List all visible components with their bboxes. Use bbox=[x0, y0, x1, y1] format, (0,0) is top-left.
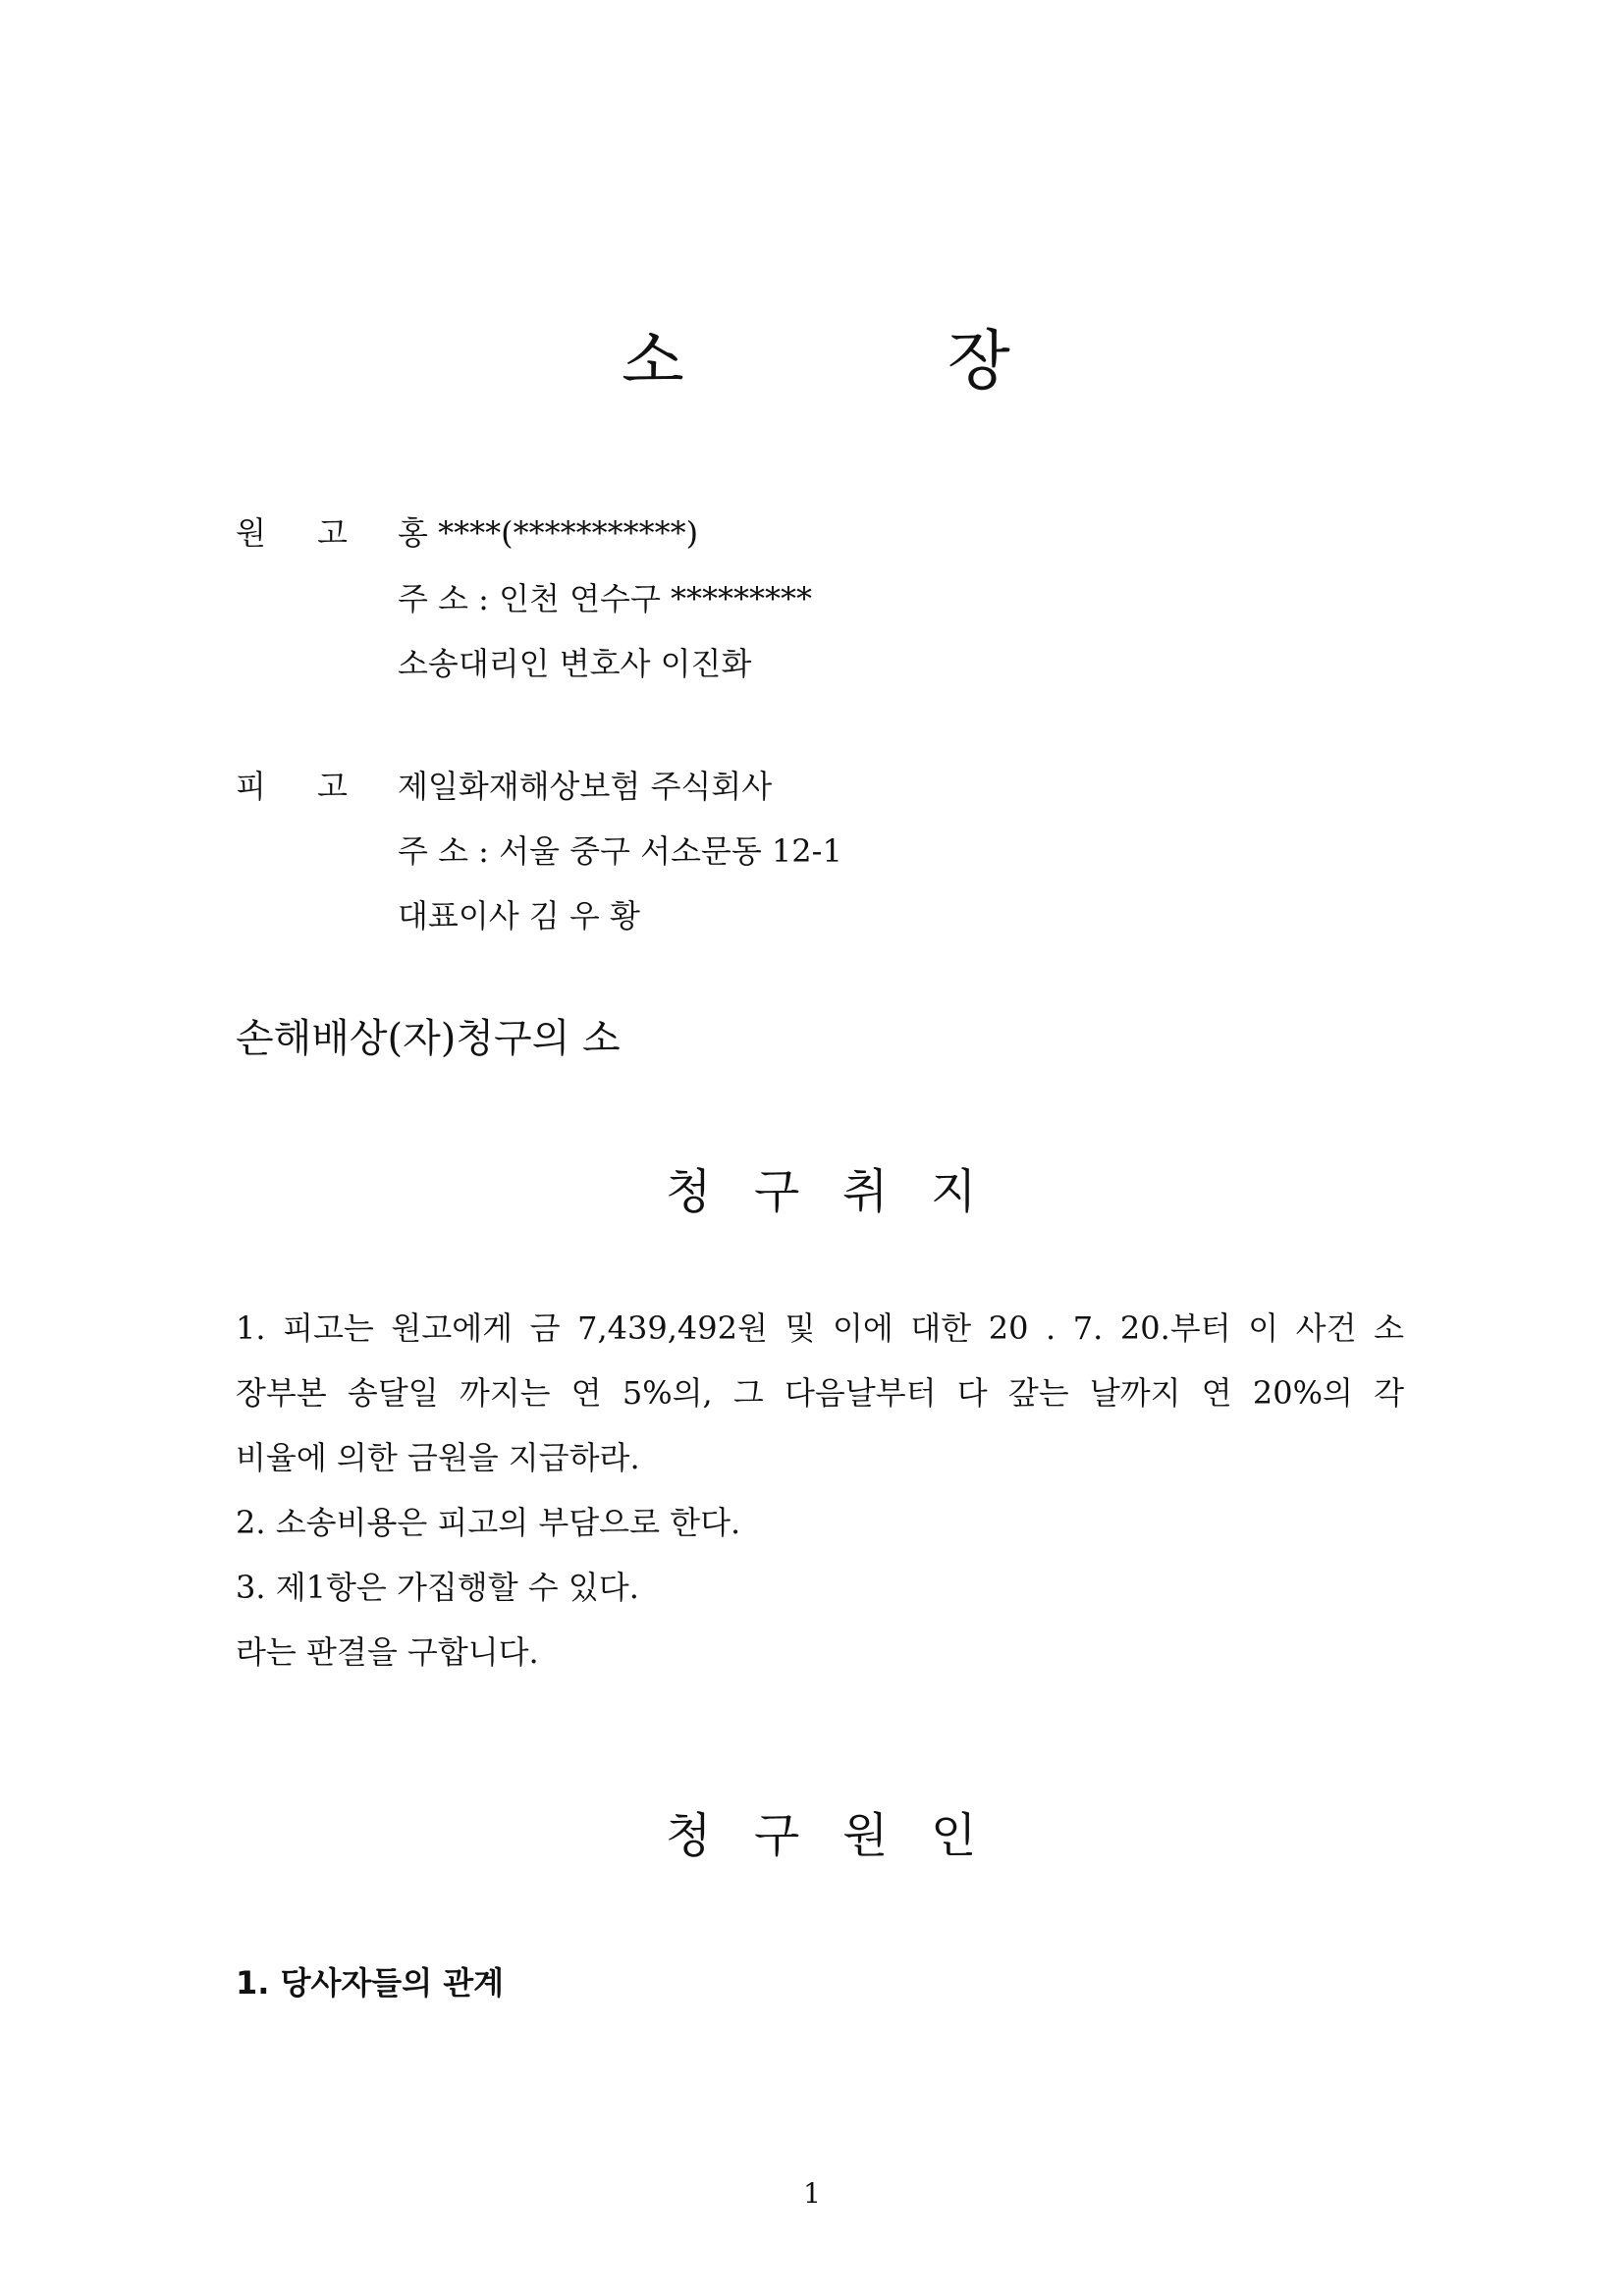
document-title-char-2: 장 bbox=[947, 323, 1010, 399]
page-number: 1 bbox=[803, 2177, 821, 2210]
claim-item-1-line-2: 장부본 송달일 까지는 연 5%의, 그 다음날부터 다 갚는 날까지 연 20%의 각 bbox=[236, 1374, 1404, 1412]
claim-cause-heading bbox=[666, 1808, 1019, 1863]
claim-purpose-heading-char: 취 bbox=[842, 1164, 889, 1219]
claim-cause-heading-char: 청 bbox=[666, 1808, 712, 1863]
plaintiff-address: 주 소 : 인천 연수구 ********* bbox=[398, 580, 813, 617]
claim-cause-heading-char: 인 bbox=[931, 1808, 977, 1863]
defendant-address: 주 소 : 서울 중구 서소문동 12-1 bbox=[398, 832, 842, 870]
claim-item-1 bbox=[236, 1296, 1404, 1684]
claim-cause-heading-char: 원 bbox=[842, 1808, 889, 1863]
defendant-representative: 대표이사 김 우 황 bbox=[398, 897, 640, 934]
defendant-label-1: 피 bbox=[236, 768, 266, 805]
claim-cause-heading-char: 구 bbox=[754, 1808, 800, 1863]
document-title-char-1: 소 bbox=[622, 323, 684, 399]
section-heading-parties: 1. 당사자들의 관계 bbox=[236, 1964, 505, 2002]
claim-item-2: 2. 소송비용은 피고의 부담으로 한다. bbox=[236, 1504, 741, 1541]
defendant-name: 제일화재해상보험 주식회사 bbox=[398, 768, 773, 805]
claim-item-3: 3. 제1항은 가집행할 수 있다. bbox=[236, 1569, 639, 1606]
claim-item-1-line-1: 1. 피고는 원고에게 금 7,439,492원 및 이에 대한 20 . 7. 20.부터 이 사건 소 bbox=[236, 1309, 1404, 1347]
defendant-label-2: 고 bbox=[317, 768, 348, 805]
claim-closing: 라는 판결을 구합니다. bbox=[236, 1633, 539, 1671]
plaintiff-agent: 소송대리인 변호사 이진화 bbox=[398, 645, 752, 682]
plaintiff-label-2: 고 bbox=[317, 514, 348, 552]
claim-item-1-line-3: 비율에 의한 금원을 지급하라. bbox=[236, 1439, 640, 1476]
plaintiff-name: 홍 ****(***********) bbox=[398, 514, 699, 552]
case-name: 손해배상(자)청구의 소 bbox=[236, 1016, 621, 1061]
claim-purpose-heading bbox=[666, 1164, 1019, 1219]
claim-purpose-heading-char: 청 bbox=[666, 1164, 712, 1219]
plaintiff-label-1: 원 bbox=[236, 514, 266, 552]
claim-purpose-heading-char: 구 bbox=[754, 1164, 800, 1219]
claim-purpose-heading-char: 지 bbox=[931, 1164, 977, 1219]
